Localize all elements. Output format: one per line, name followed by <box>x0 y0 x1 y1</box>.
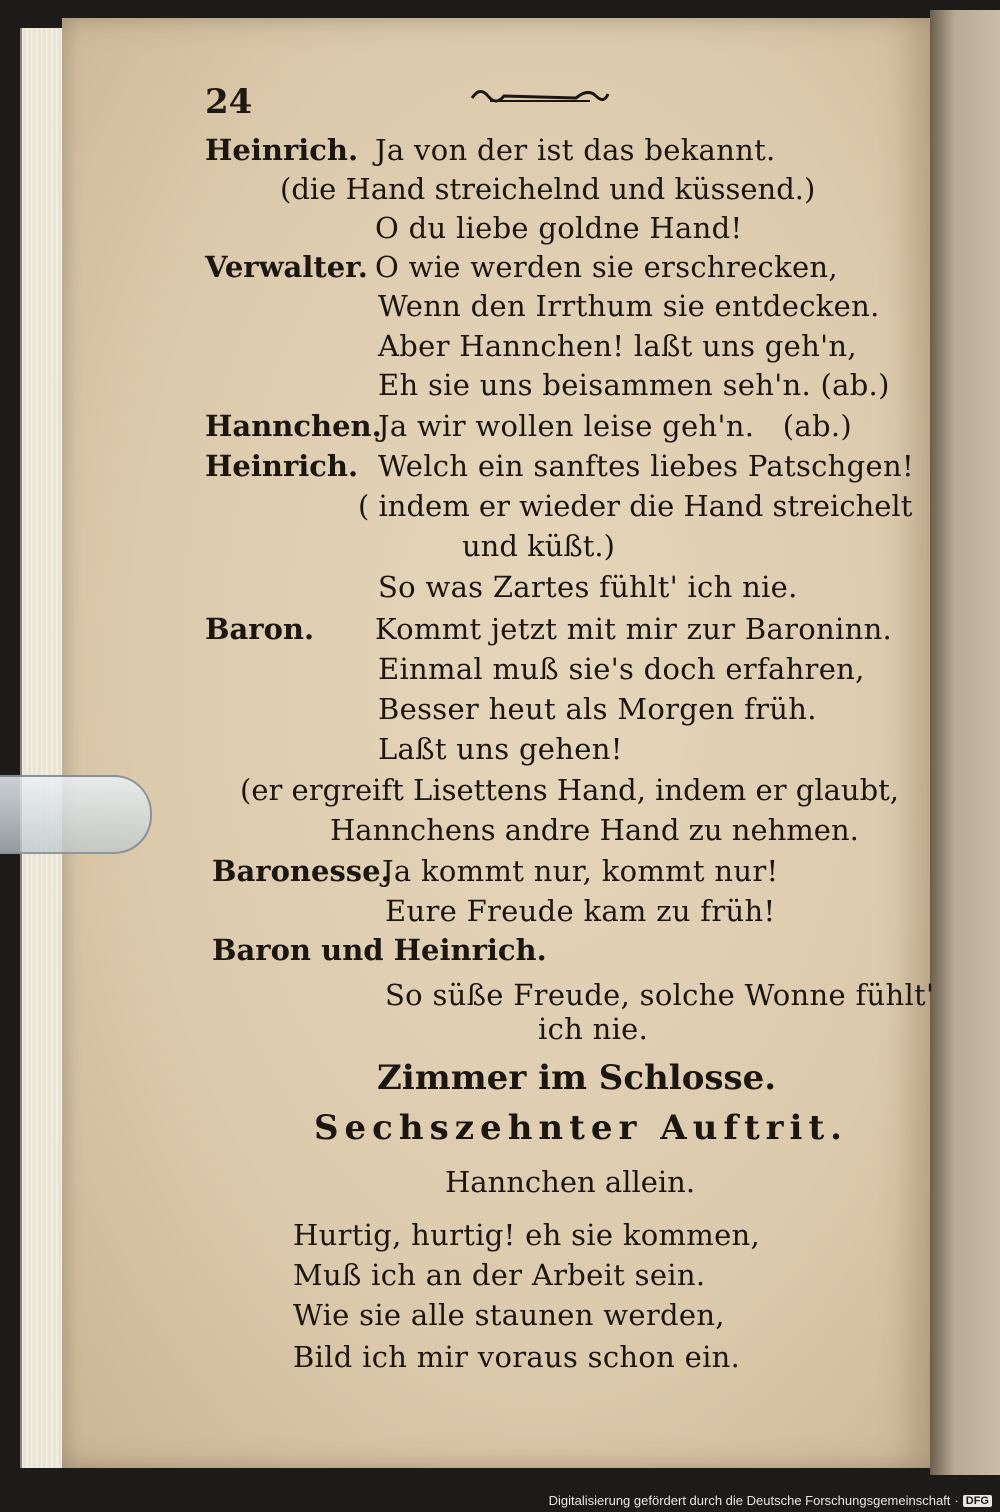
verse-text: Muß ich an der Arbeit sein. <box>293 1258 706 1292</box>
line-15 <box>378 692 817 726</box>
dialogue-text: Wenn den Irrthum sie entdecken. <box>378 289 880 323</box>
dialogue-text: Aber Hannchen! laßt uns geh'n, <box>378 329 857 363</box>
dialogue-text: O wie werden sie erschrecken, <box>375 250 838 284</box>
dialogue-text: Laßt uns gehen! <box>378 732 623 766</box>
stage-direction: (er ergreift Lisettens Hand, indem er glaubt, <box>240 773 900 807</box>
stage-direction: Hannchens andre Hand zu nehmen. <box>330 813 859 847</box>
speaker-label: Verwalter. <box>205 250 368 284</box>
line-13 <box>205 612 892 646</box>
line-18 <box>330 813 859 847</box>
line-21 <box>212 933 547 967</box>
speaker-label: Heinrich. <box>205 133 359 167</box>
verse-line-2 <box>293 1258 705 1292</box>
line-2 <box>280 172 815 206</box>
line-11 <box>462 529 615 563</box>
line-14 <box>378 652 865 686</box>
credit-text: Digitalisierung gefördert durch die Deutsche Forschungsgemeinschaft <box>548 1493 951 1508</box>
line-19 <box>212 854 778 888</box>
verse-text: Bild ich mir voraus schon ein. <box>293 1340 741 1374</box>
verse-text: Wie sie alle staunen werden, <box>293 1298 725 1332</box>
dialogue-text: So was Zartes fühlt' ich nie. <box>378 570 798 604</box>
stage-direction: Hannchen allein. <box>445 1165 696 1199</box>
stage-direction: ( indem er wieder die Hand streichelt <box>358 489 913 523</box>
line-12 <box>378 570 798 604</box>
line-22 <box>385 978 934 1012</box>
stage-direction-line <box>445 1165 695 1199</box>
speaker-label: Hannchen. <box>205 409 382 443</box>
dialogue-text: ich nie. <box>538 1012 649 1046</box>
page-number: 24 <box>205 82 253 122</box>
dialogue-text: Welch ein sanftes liebes Patschgen! <box>378 449 914 483</box>
line-9 <box>205 449 914 483</box>
line-20 <box>385 894 775 928</box>
footer-credit: Digitalisierung gefördert durch die Deutsche Forschungsgemeinschaft · DFG <box>549 1493 992 1508</box>
speaker-label: Baronesse. <box>212 854 391 888</box>
line-17 <box>240 773 899 807</box>
speaker-label: Baron und Heinrich. <box>212 933 547 967</box>
verse-line-1 <box>293 1218 760 1252</box>
line-8 <box>205 409 852 443</box>
facing-page-edge <box>930 10 1000 1475</box>
dialogue-text: Kommt jetzt mit mir zur Baroninn. <box>375 612 893 646</box>
header-ornament <box>470 84 610 106</box>
dialogue-text: Eh sie uns beisammen seh'n. (ab.) <box>378 368 890 402</box>
line-10 <box>358 489 912 523</box>
line-5 <box>378 289 880 323</box>
line-1 <box>205 133 776 167</box>
line-7 <box>378 368 890 402</box>
dialogue-text: So süße Freude, solche Wonne fühlt' <box>385 978 935 1012</box>
stage-direction: und küßt.) <box>462 529 615 563</box>
line-4 <box>205 250 838 284</box>
verse-line-4 <box>293 1340 740 1374</box>
dfg-logo: DFG <box>963 1495 992 1507</box>
line-6 <box>378 329 857 363</box>
line-23 <box>538 1012 648 1046</box>
page-clip <box>0 775 152 854</box>
dialogue-text: Eure Freude kam zu früh! <box>385 894 776 928</box>
dialogue-text: O du liebe goldne Hand! <box>375 211 743 245</box>
speaker-label: Baron. <box>205 612 315 646</box>
verse-line-3 <box>293 1298 725 1332</box>
act-heading: Sechszehnter Auftrit. <box>314 1108 849 1148</box>
dialogue-text: Besser heut als Morgen früh. <box>378 692 817 726</box>
scene-heading: Zimmer im Schlosse. <box>377 1058 777 1098</box>
dialogue-text: Ja kommt nur, kommt nur! <box>382 854 779 888</box>
dialogue-text: Ja wir wollen leise geh'n. (ab.) <box>378 409 853 443</box>
verse-text: Hurtig, hurtig! eh sie kommen, <box>293 1218 761 1252</box>
speaker-label: Heinrich. <box>205 449 359 483</box>
dialogue-text: Ja von der ist das bekannt. <box>375 133 776 167</box>
line-16 <box>378 732 623 766</box>
stage-direction: (die Hand streichelnd und küssend.) <box>280 172 816 206</box>
line-3 <box>375 211 742 245</box>
dialogue-text: Einmal muß sie's doch erfahren, <box>378 652 865 686</box>
